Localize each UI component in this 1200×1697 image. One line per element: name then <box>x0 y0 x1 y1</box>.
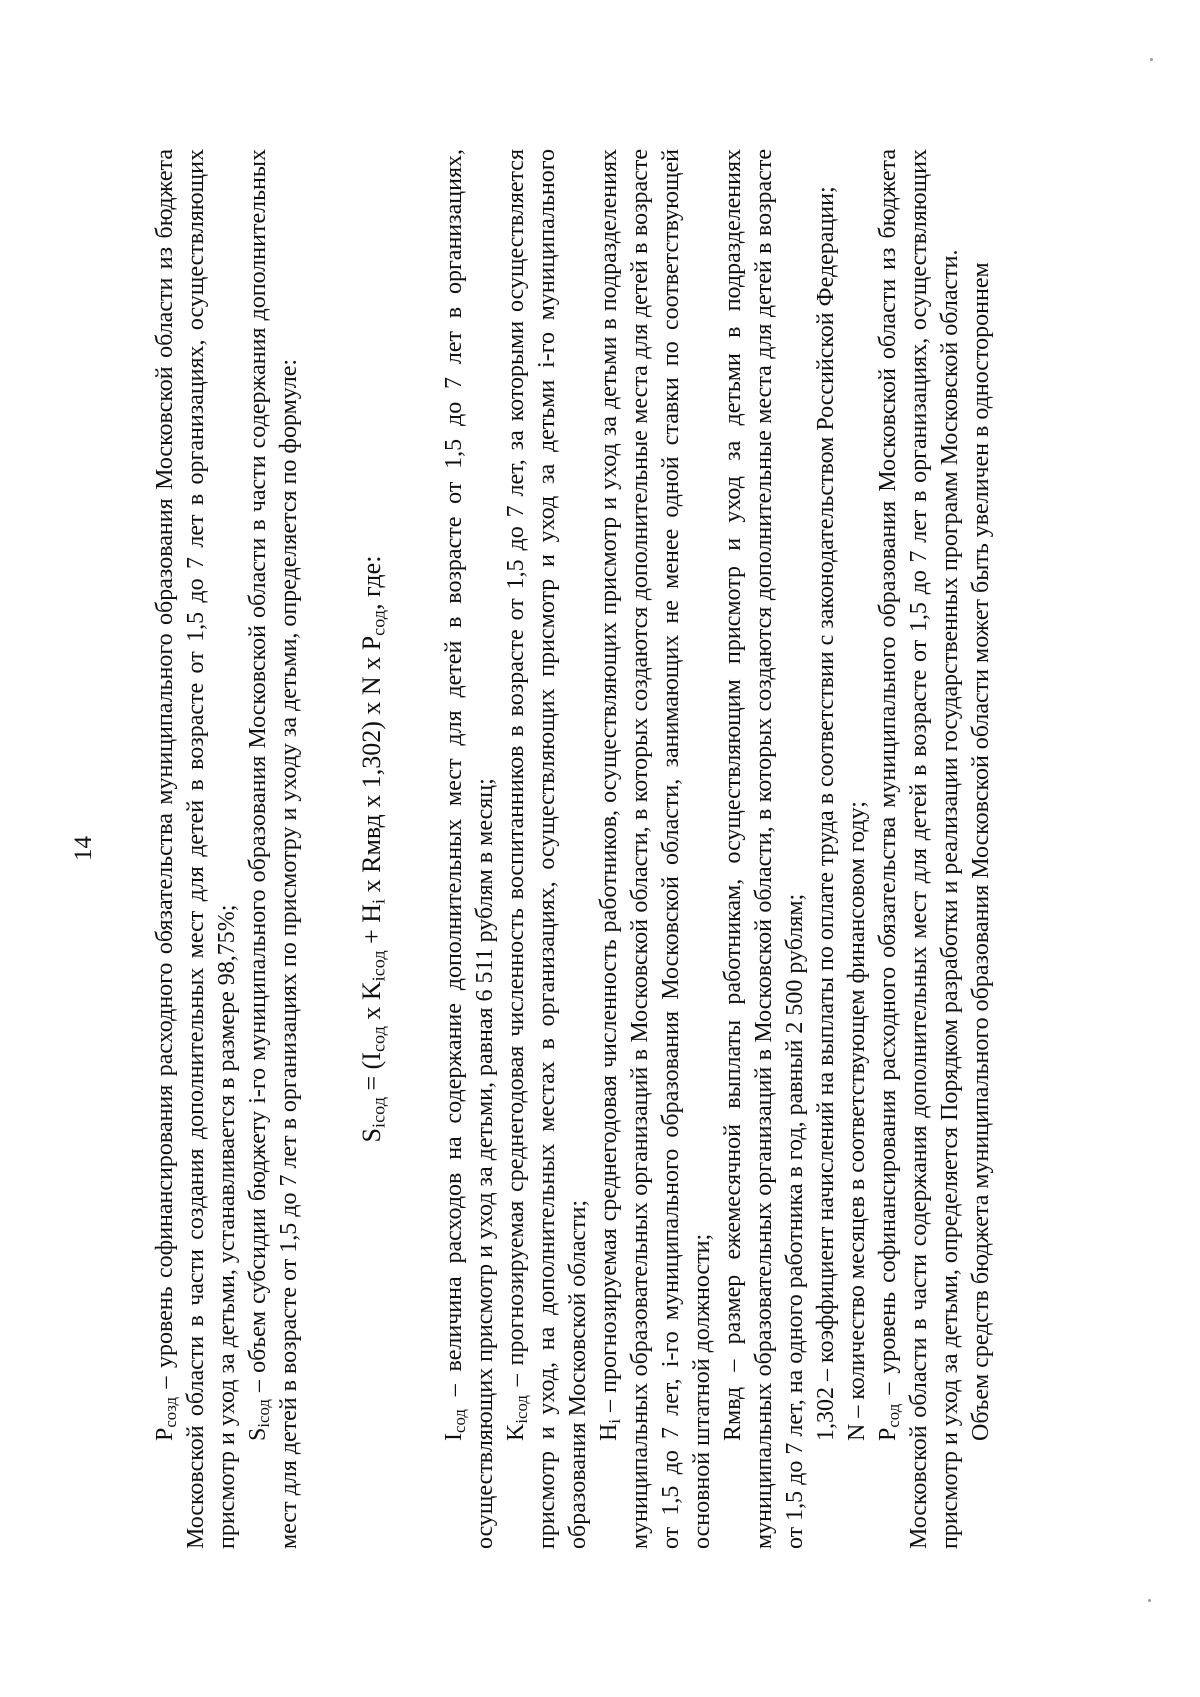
symbol: P <box>875 1427 901 1441</box>
symbol: P <box>152 1427 178 1441</box>
page-number: 14 <box>70 836 97 861</box>
subscript: i <box>605 1418 625 1424</box>
symbol: H <box>596 1423 622 1441</box>
definition-p-sod <box>873 149 966 1549</box>
definition-text: – прогнозируемая среднегодовая численность воспитанников в возрасте от 1,5 до 7 лет, за которыми осуществляется присмотр и уход, на дополнительных местах в организациях, осуществляющих присмотр и уход за детьми i-го муниципального образования Московской области; <box>503 149 591 1549</box>
paragraph-text: – уровень софинансирования расходного обязательства муниципального образования Московской области из бюджета Московской области в части создания дополнительных мест для детей в возрасте от 1,5 до 7 лет в организациях, осуществляющих присмотр и уход за детьми, устанавливается в размере 98,75%; <box>152 149 240 1549</box>
scan-speck <box>1148 1599 1151 1602</box>
definition-n: N – количество месяцев в соответствующем финансовом году; <box>844 801 870 1441</box>
formula <box>355 149 389 1549</box>
definition-i-sod <box>439 149 501 1549</box>
formula-part: x K <box>357 981 386 1027</box>
subscript: созд <box>161 1396 181 1428</box>
formula-part: S <box>357 1127 386 1143</box>
paragraph-p-sozd <box>150 149 243 1549</box>
subscript: iсод <box>254 1399 274 1428</box>
formula-part: , где: <box>357 555 386 610</box>
definition-text: – прогнозируемая среднегодовая численность работников, осуществляющих присмотр и уход за детьми в подразделениях муниципальных образовательных организаций в Московской области, в которых создаются дополнительные места для детей в возрасте от 1,5 до 7 лет, i-го муниципального образования Московской области, занимающих не менее одной ставки по соответствующей основной штатной должности; <box>596 149 715 1549</box>
definition-r-mvd: Rмвд – размер ежемесячной выплаты работникам, осуществляющим присмотр и уход за детьми в подразделениях муниципальных образовательных организаций в Московской области, в которых создаются дополнительные места для детей в возрасте от 1,5 до 7 лет, на одного работника в год, равный 2 500 рублям; <box>720 149 808 1549</box>
formula-part: x Rмвд x 1,302) x N x P <box>357 635 386 899</box>
page-body <box>150 149 997 1549</box>
paragraph-s-isod <box>243 149 305 1549</box>
formula-subscript: сод <box>368 1026 389 1053</box>
formula-subscript: i <box>368 898 389 904</box>
symbol: I <box>441 1433 467 1441</box>
symbol: S <box>245 1427 271 1441</box>
scan-speck <box>1150 58 1153 61</box>
definition-text: – величина расходов на содержание дополнительных мест для детей в возрасте от 1,5 до 7 лет в организациях, осуществляющих присмотр и уход за детьми, равная 6 511 рублям в месяц; <box>441 149 498 1549</box>
formula-subscript: сод <box>368 609 389 636</box>
subscript: iсод <box>512 1395 532 1424</box>
formula-subscript: iсод <box>368 1097 389 1128</box>
definition-k-isod <box>501 149 594 1549</box>
formula-subscript: iсод <box>368 950 389 982</box>
subscript: сод <box>450 1409 470 1433</box>
definition-text: – уровень софинансирования расходного обязательства муниципального образования Московской области из бюджета Московской области в части содержания дополнительных мест для детей в возрасте от 1,5 до 7 лет в организациях, осуществляющих присмотр и уход за детьми, определяется Порядком разработки и реализации государственных программ Московской области. <box>875 149 963 1549</box>
definition-coefficient: 1,302 – коэффициент начислений на выплаты по оплате труда в соответствии с законодательством Российской Федерации; <box>813 186 839 1441</box>
symbol: K <box>503 1423 529 1441</box>
formula-part: + H <box>357 903 386 951</box>
formula-part: = (I <box>357 1052 386 1098</box>
paragraph-budget-volume: Объем средств бюджета муниципального образования Московской области может быть увеличен в одностороннем <box>968 262 994 1441</box>
subscript: сод <box>884 1403 904 1428</box>
paragraph-text: – объем субсидии бюджету i-го муниципального образования Московской области в части содержания дополнительных мест для детей в возрасте от 1,5 до 7 лет в организациях по присмотру и уходу за детьми, определяется по формуле: <box>245 149 302 1549</box>
definition-h-i <box>594 149 718 1549</box>
